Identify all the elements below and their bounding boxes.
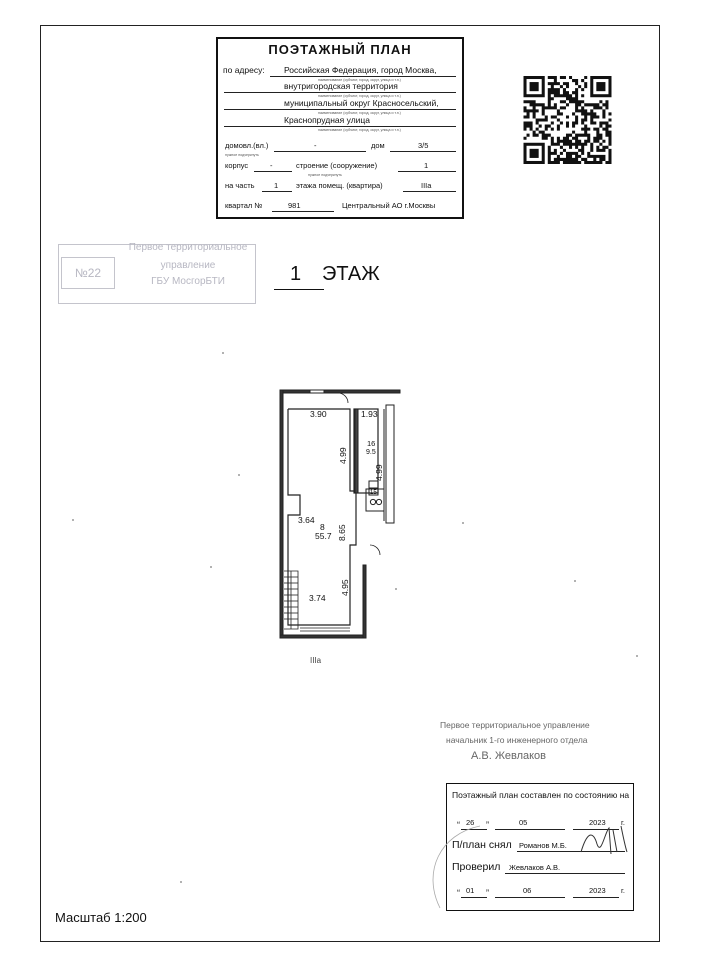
kvartal-value: 981 <box>288 201 301 210</box>
surveyed-by: Романов М.Б. <box>519 841 567 850</box>
korpus-value: - <box>270 161 273 170</box>
address-caption-3: наименование (субъект, город, округ, улица и т.п.) <box>318 111 401 115</box>
stamp-line-3: ГБУ МосгорБТИ <box>151 276 225 287</box>
address-caption-1: наименование (субъект, город, округ, улица и т.п.) <box>318 78 401 82</box>
address-line-1: Российская Федерация, город Москва, <box>284 65 437 75</box>
scale-label: Масштаб 1:200 <box>55 910 147 925</box>
needed-caption-1: нужное подчеркнуть <box>225 153 259 157</box>
status-year-suffix: г. <box>621 818 625 827</box>
status-year: 2023 <box>589 818 606 827</box>
check-year: 2023 <box>589 886 606 895</box>
checked-label: Проверил <box>452 861 501 873</box>
dim-left-mid: 3.64 <box>298 515 315 525</box>
status-month: 05 <box>519 818 528 827</box>
bti-stamp <box>58 238 256 304</box>
signature-line-2: начальник 1-го инженерного отдела <box>446 735 588 745</box>
domovl-value: - <box>314 141 317 150</box>
dim-lower-vert: 4.95 <box>340 579 350 596</box>
signature-line-1: Первое территориальное управление <box>440 720 590 730</box>
dim-bottom-left: 3.74 <box>309 593 326 603</box>
part-premises: IIIа <box>421 181 432 190</box>
part-value: 1 <box>274 181 279 190</box>
status-day: 26 <box>466 818 475 827</box>
dim-main-vert: 8.65 <box>337 524 347 541</box>
floor-label: ЭТАЖ <box>322 263 380 285</box>
qr-code-icon <box>522 76 613 164</box>
dim-mid-vert: 4.99 <box>338 447 348 464</box>
address-line-3: муниципальный округ Красносельский, <box>284 98 439 108</box>
check-year-suffix: г. <box>621 886 625 895</box>
stamp-line-1: Первое территориальное <box>128 242 248 253</box>
room-8-area: 55.7 <box>315 531 332 541</box>
address-label: по адресу: <box>223 65 265 75</box>
signature-name: А.В. Жевлаков <box>471 750 547 762</box>
room-16-area: 9.5 <box>366 449 376 456</box>
check-month: 06 <box>523 886 532 895</box>
address-caption-4: наименование (субъект, город, округ, улица и т.п.) <box>318 128 401 132</box>
dim-top-right: 1.93 <box>361 409 378 419</box>
status-box: Поэтажный план составлен по состоянию на “ 26 ” 05 2023 г. П/план снял Романов М.Б. Проверил Жевлаков А.В. “ 01 ” 06 2023 г. <box>446 783 634 911</box>
address-caption-2: наименование (субъект, город, округ, улица и т.п.) <box>318 94 401 98</box>
header-box <box>216 37 464 219</box>
address-line-4: Краснопрудная улица <box>284 115 370 125</box>
part-label-a: на часть <box>225 181 255 190</box>
status-title: Поэтажный план составлен по состоянию на <box>452 790 630 800</box>
handwritten-signature-icon <box>577 822 633 862</box>
floor-number: 1 <box>290 263 302 285</box>
needed-caption-2: нужное подчеркнуть <box>308 173 342 177</box>
district: Центральный АО г.Москвы <box>342 201 436 210</box>
part-label-b: этажа помещ. (квартира) <box>296 181 383 190</box>
document-title: ПОЭТАЖНЫЙ ПЛАН <box>268 42 412 57</box>
dim-right-vert: 4.99 <box>374 464 384 481</box>
stamp-arc-icon <box>420 822 500 912</box>
stamp-number: №22 <box>61 257 115 289</box>
checked-by: Жевлаков А.В. <box>509 863 561 872</box>
stamp-line-2: управление <box>160 260 216 271</box>
room-8-number: 8 <box>320 522 325 532</box>
korpus-label: корпус <box>225 161 249 170</box>
check-day: 01 <box>466 886 475 895</box>
dom-value: 3/5 <box>418 141 429 150</box>
room-16-number: 16 <box>367 439 376 448</box>
address-line-2: внутригородская территория <box>284 81 398 91</box>
surveyed-label: П/план снял <box>452 839 512 851</box>
floor-number-underline <box>274 289 324 290</box>
dim-top-left: 3.90 <box>310 409 327 419</box>
stroenie-label: строение (сооружение) <box>296 161 378 170</box>
domovl-label: домовл.(вл.) <box>225 141 269 150</box>
floor-plan <box>270 385 410 655</box>
room-15-number: 15 <box>370 490 377 496</box>
kvartal-label: квартал № <box>225 201 263 210</box>
dom-label: дом <box>371 141 385 150</box>
premises-label: IIIа <box>310 656 322 665</box>
stroenie-value: 1 <box>424 161 429 170</box>
